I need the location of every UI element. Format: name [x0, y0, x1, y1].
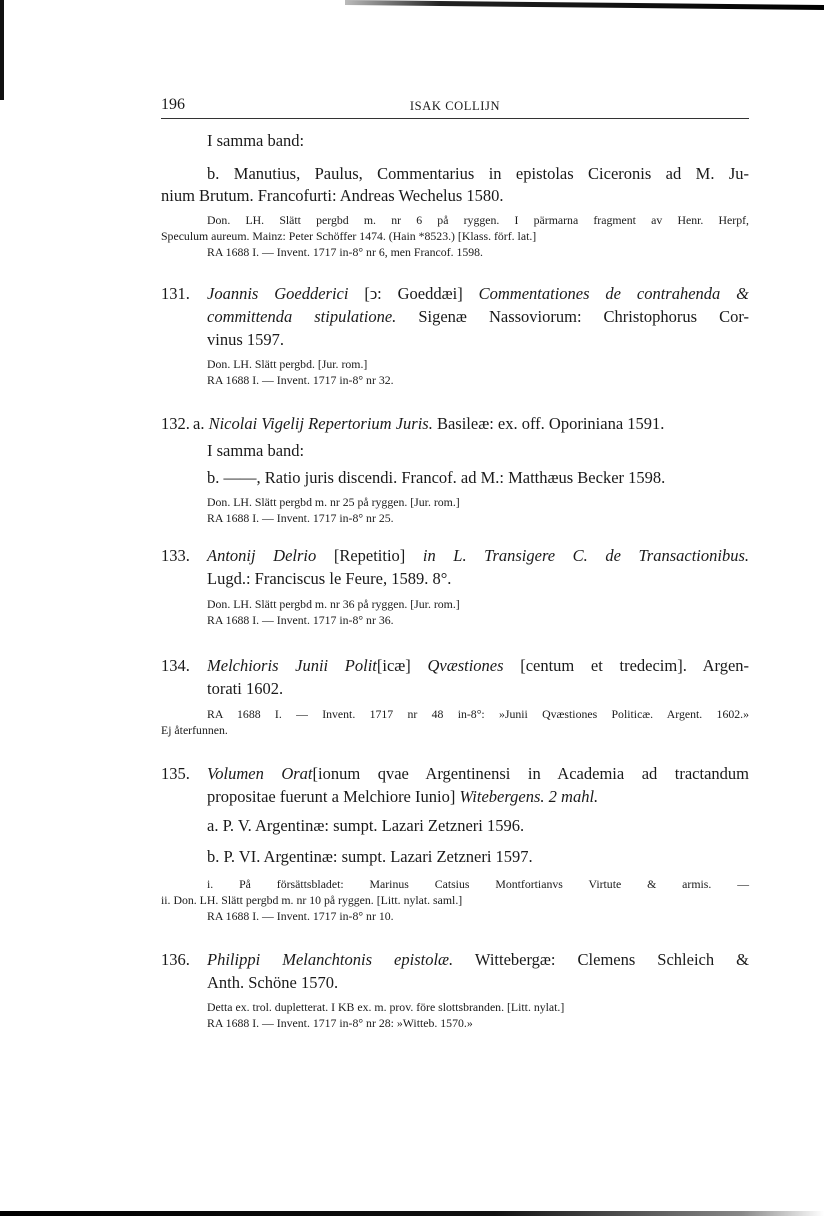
imprint: Sigenæ Nassoviorum: Christophorus Cor-: [396, 307, 750, 326]
entry-number: 133.: [161, 546, 190, 565]
running-head: ISAK COLLIJN: [409, 99, 501, 113]
author-name: Antonij Delrio: [207, 546, 317, 565]
imprint: Wittebergæ: Clemens Schleich &: [453, 950, 749, 969]
entry-number: 136.: [161, 950, 190, 969]
entry-note1-a-text: i. På försättsbladet: Marinus Catsius Montfortianvs Virtute & armis. —: [207, 877, 749, 891]
entry-title-line1: [207, 950, 749, 970]
entry-title-line3: vinus 1597.: [207, 330, 285, 349]
bracket-note: [ionum qvae Argentinensi in Academia ad tractandum: [312, 764, 749, 783]
entry-title-line1: [207, 546, 749, 566]
entry-note1: Don. LH. Slätt pergbd m. nr 25 på ryggen. [Jur. rom.]: [207, 495, 460, 509]
entry-note2: RA 1688 I. — Invent. 1717 in-8° nr 25.: [207, 511, 394, 525]
intro-note1-a: [207, 213, 749, 228]
intro-note1-b: Speculum aureum. Mainz: Peter Schöffer 1474. (Hain *8523.) [Klass. förf. lat.]: [161, 229, 537, 243]
bracket-note: [Repetitio]: [316, 546, 423, 565]
entry-part-b: b. P. VI. Argentinæ: sumpt. Lazari Zetzneri 1597.: [207, 847, 533, 866]
entry-title-line1-text: [207, 764, 749, 784]
entry-title-line1-text: [207, 546, 749, 566]
bracket-note: [centum et tredecim]. Argen-: [503, 656, 750, 675]
entry-title-line1: [193, 414, 664, 434]
entry-title-line2: torati 1602.: [207, 679, 284, 698]
entry-title-line1-text: [207, 656, 749, 676]
intro-item-b-line2: nium Brutum. Francofurti: Andreas Wechelus 1580.: [161, 186, 504, 205]
entry-title-line1: [207, 284, 749, 304]
entry-title-line2: [207, 307, 749, 327]
entry-number: 131.: [161, 284, 190, 303]
page-header: [161, 96, 749, 119]
imprint: Basileæ: ex. off. Oporiniana 1591.: [432, 414, 665, 433]
entry-number: 134.: [161, 656, 190, 675]
entry-note1-b: ii. Don. LH. Slätt pergbd m. nr 10 på ryggen. [Litt. nylat. saml.]: [161, 893, 463, 907]
title-italic: Nicolai Vigelij Repertorium Juris.: [208, 414, 433, 433]
entry-title-line2: [207, 787, 598, 807]
title-italic: in L. Transigere C. de Transactionibus.: [422, 546, 749, 565]
entry-note2: RA 1688 I. — Invent. 1717 in-8° nr 28: »Witteb. 1570.»: [207, 1016, 473, 1030]
author-name: Melchioris Junii Polit: [207, 656, 377, 675]
entry-note2: Ej återfunnen.: [161, 723, 228, 737]
part-label: a.: [193, 414, 209, 433]
author-name: Joannis Goedderici: [207, 284, 349, 303]
title-italic: Volumen Orat: [207, 764, 313, 783]
title-italic: Philippi Melanchtonis epistolæ.: [207, 950, 454, 969]
entry-title-line1: [207, 764, 749, 784]
entry-title-line1-text: [207, 950, 749, 970]
page-number: 196: [161, 96, 185, 113]
bracket-note: propositae fuerunt a Melchiore Iunio]: [207, 787, 460, 806]
entry-note2: RA 1688 I. — Invent. 1717 in-8° nr 32.: [207, 373, 394, 387]
entry-title-line2-text: [207, 307, 749, 327]
entry-note1-a: [207, 877, 749, 892]
entry-note1: Don. LH. Slätt pergbd m. nr 36 på ryggen. [Jur. rom.]: [207, 597, 460, 611]
entry-part-b: b. ——, Ratio juris discendi. Francof. ad M.: Matthæus Becker 1598.: [207, 468, 666, 487]
bracket-note: [ↄ: Goeddæi]: [348, 284, 479, 303]
entry-title-line2: Lugd.: Franciscus le Feure, 1589. 8°.: [207, 569, 452, 588]
same-volume-label: I samma band:: [207, 131, 305, 150]
entry-note1-text: RA 1688 I. — Invent. 1717 nr 48 in-8°: »Junii Qvæstiones Politicæ. Argent. 1602.»: [207, 707, 749, 721]
bracket-note: [icæ]: [376, 656, 428, 675]
entry-part-a: a. P. V. Argentinæ: sumpt. Lazari Zetzneri 1596.: [207, 816, 525, 835]
entry-number: 132.: [161, 414, 190, 433]
entry-title-line2: Anth. Schöne 1570.: [207, 973, 339, 992]
entry-note2: RA 1688 I. — Invent. 1717 in-8° nr 10.: [207, 909, 394, 923]
entry-number: 135.: [161, 764, 190, 783]
intro-item-b-line1: [207, 164, 749, 184]
entry-note1: [207, 707, 749, 722]
intro-note1-a-text: Don. LH. Slätt pergbd m. nr 6 på ryggen. I pärmarna fragment av Henr. Herpf,: [207, 213, 749, 227]
title-italic: Commentationes de contrahenda &: [478, 284, 749, 303]
entry-note2: RA 1688 I. — Invent. 1717 in-8° nr 36.: [207, 613, 394, 627]
title-italic: Qvæstiones: [427, 656, 504, 675]
entry-note1: Detta ex. trol. dupletterat. I KB ex. m. prov. före slottsbranden. [Litt. nylat.]: [207, 1000, 565, 1014]
intro-note2: RA 1688 I. — Invent. 1717 in-8° nr 6, men Francof. 1598.: [207, 245, 484, 259]
entry-title-line1: [207, 656, 749, 676]
same-volume-label: I samma band:: [207, 441, 305, 460]
entry-title-line1-text: [207, 284, 749, 304]
title-italic: Witebergens. 2 mahl.: [459, 787, 599, 806]
intro-item-b-line1-text: b. Manutius, Paulus, Commentarius in epistolas Ciceronis ad M. Ju-: [207, 164, 749, 183]
entry-note1: Don. LH. Slätt pergbd. [Jur. rom.]: [207, 357, 368, 371]
title-italic: committenda stipulatione.: [207, 307, 397, 326]
